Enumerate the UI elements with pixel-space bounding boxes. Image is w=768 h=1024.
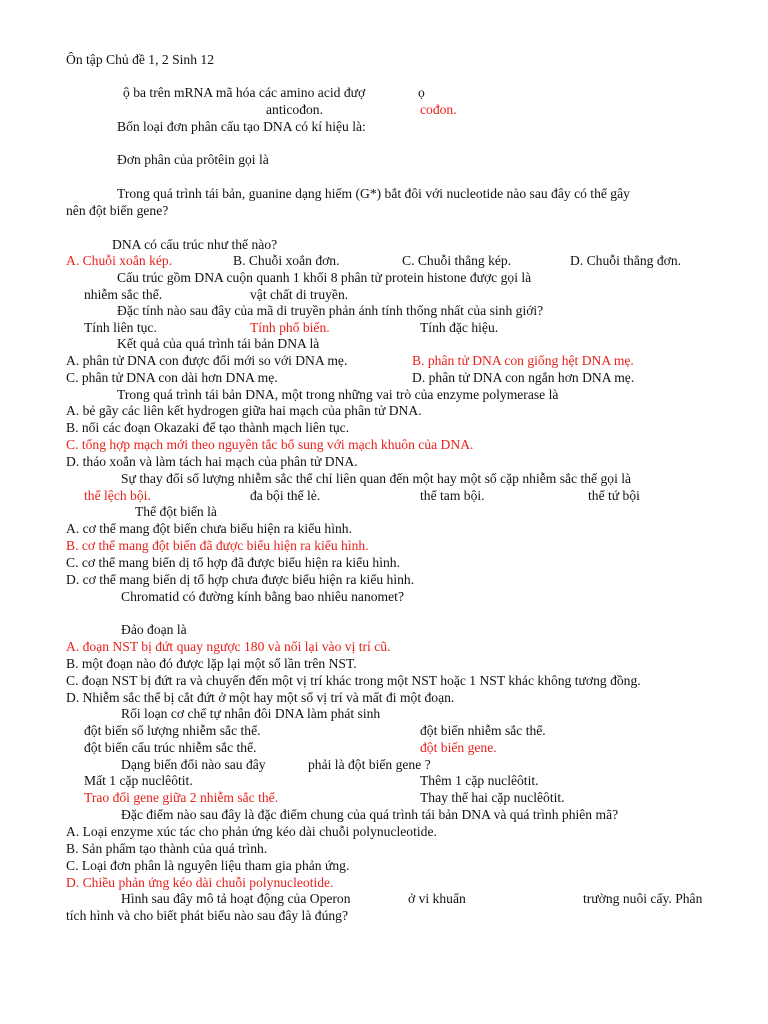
option-b: B. nối các đoạn Okazaki để tạo thành mạch liên tục. <box>66 420 350 435</box>
option-c: C. phân tử DNA con dài hơn DNA mẹ. <box>66 370 278 385</box>
option-c: C. cơ thể mang biến dị tổ hợp đã được biểu hiện ra kiểu hình. <box>66 555 400 570</box>
question-stem-fragment: phải là đột biến gene ? <box>308 757 431 772</box>
option-a: A. phân tử DNA con được đổi mới so với DNA mẹ. <box>66 353 348 368</box>
correct-answer-a: A. Chuỗi xoắn kép. <box>66 253 173 268</box>
question-stem: DNA có cấu trúc như thế nào? <box>112 237 278 252</box>
option-b: B. Sản phẩm tạo thành của quá trình. <box>66 841 268 856</box>
option-4: Thay thế hai cặp nuclêôtit. <box>420 790 565 805</box>
option-a: A. bẻ gãy các liên kết hydrogen giữa hai mạch của phân tử DNA. <box>66 403 422 418</box>
correct-answer-4: đột biến gene. <box>420 740 497 755</box>
question-stem: Sự thay đổi số lượng nhiễm sắc thể chỉ liên quan đến một hay một số cặp nhiễm sắc thể gọi là <box>121 471 632 486</box>
option-c: C. Chuỗi thẳng kép. <box>402 253 512 268</box>
option-d: D. tháo xoắn và làm tách hai mạch của phân tử DNA. <box>66 454 358 469</box>
option-3: Tính đặc hiệu. <box>420 320 499 335</box>
correct-answer-b: B. cơ thể mang đột biến đã được biểu hiện ra kiểu hình. <box>66 538 369 553</box>
question-stem: ộ ba trên mRNA mã hóa các amino acid đượ <box>123 85 366 100</box>
correct-answer-d: D. Chiều phản ứng kéo dài chuỗi polynucleotide. <box>66 875 334 890</box>
option-a: A. Loại enzyme xúc tác cho phản ứng kéo dài chuỗi polynucleotide. <box>66 824 437 839</box>
option-b: B. một đoạn nào đó được lặp lại một số lần trên NST. <box>66 656 357 671</box>
option-3: đột biến cấu trúc nhiễm sắc thể. <box>84 740 257 755</box>
question-stem-line2: tích hình và cho biết phát biểu nào sau đây là đúng? <box>66 908 348 923</box>
option-d: D. phân tử DNA con ngắn hơn DNA mẹ. <box>412 370 635 385</box>
option-4: thể tứ bội <box>588 488 640 503</box>
correct-answer-codon: cođon. <box>420 102 457 117</box>
question-stem: Rối loạn cơ chế tự nhân đôi DNA làm phát sinh <box>121 706 381 721</box>
question-stem: Cấu trúc gồm DNA cuộn quanh 1 khối 8 phân tử protein histone được gọi là <box>117 270 532 285</box>
option-c: C. đoạn NST bị đứt ra và chuyển đến một vị trí khác trong một NST hoặc 1 NST khác không tương đồng. <box>66 673 641 688</box>
correct-answer-1: thể lệch bội. <box>84 488 151 503</box>
correct-answer-c: C. tổng hợp mạch mới theo nguyên tắc bổ sung với mạch khuôn của DNA. <box>66 437 474 452</box>
option-c: C. Loại đơn phân là nguyên liệu tham gia phản ứng. <box>66 858 350 873</box>
question-stem: Kết quả của quá trình tái bản DNA là <box>117 336 320 351</box>
question-stem: Đảo đoạn là <box>121 622 187 637</box>
question-stem-fragment: trường nuôi cấy. Phân <box>583 891 703 906</box>
correct-answer-2: Tính phổ biến. <box>250 320 330 335</box>
question-stem: Đặc điểm nào sau đây là đặc điểm chung của quá trình tái bản DNA và quá trình phiên mã? <box>121 807 619 822</box>
option-a: A. cơ thể mang đột biến chưa biểu hiện ra kiểu hình. <box>66 521 352 536</box>
document-title: Ôn tập Chủ đề 1, 2 Sinh 12 <box>66 52 215 67</box>
question-stem: Đặc tính nào sau đây của mã di truyền phản ánh tính thống nhất của sinh giới? <box>117 303 544 318</box>
question-stem: Chromatid có đường kính bằng bao nhiêu nanomet? <box>121 589 404 604</box>
correct-answer-b: B. phân tử DNA con giống hệt DNA mẹ. <box>412 353 634 368</box>
question-stem: Trong quá trình tái bản DNA, một trong những vai trò của enzyme polymerase là <box>117 387 559 402</box>
option-anticodon: anticođon. <box>266 102 324 117</box>
correct-answer-3: Trao đổi gene giữa 2 nhiễm sắc thể. <box>84 790 279 805</box>
option-2: đột biến nhiễm sắc thể. <box>420 723 546 738</box>
option-d: D. Chuỗi thẳng đơn. <box>570 253 682 268</box>
question-stem: Trong quá trình tái bản, guanine dạng hiếm (G*) bắt đôi với nucleotide nào sau đây có thể gây <box>117 186 630 201</box>
option-2: đa bội thể lẻ. <box>250 488 321 503</box>
question-stem: Đơn phân của prôtêin gọi là <box>117 152 269 167</box>
correct-answer-a: A. đoạn NST bị đứt quay ngược 180 và nối lại vào vị trí cũ. <box>66 639 391 654</box>
option-1: Tính liên tục. <box>84 320 157 335</box>
option-1: nhiễm sắc thể. <box>84 287 163 302</box>
question-stem-fragment: ọ <box>418 85 425 100</box>
question-stem: Hình sau đây mô tả hoạt động của Operon <box>121 891 351 906</box>
option-3: thể tam bội. <box>420 488 485 503</box>
question-stem-fragment: ở vi khuẩn <box>408 891 466 906</box>
option-d: D. cơ thể mang biến dị tổ hợp chưa được biểu hiện ra kiểu hình. <box>66 572 415 587</box>
question-stem: Thể đột biến là <box>135 504 217 519</box>
option-1: Mất 1 cặp nuclêôtit. <box>84 773 193 788</box>
option-b: B. Chuỗi xoắn đơn. <box>233 253 340 268</box>
option-2: vật chất di truyền. <box>250 287 349 302</box>
option-1: đột biến số lượng nhiễm sắc thể. <box>84 723 261 738</box>
question-stem-line2: nên đột biến gene? <box>66 203 169 218</box>
question-stem: Bốn loại đơn phân cấu tạo DNA có kí hiệu là: <box>117 119 366 134</box>
option-d: D. Nhiễm sắc thể bị cắt đứt ở một hay một số vị trí và mất đi một đoạn. <box>66 690 455 705</box>
question-stem: Dạng biến đổi nào sau đây <box>121 757 266 772</box>
option-2: Thêm 1 cặp nuclêôtit. <box>420 773 539 788</box>
